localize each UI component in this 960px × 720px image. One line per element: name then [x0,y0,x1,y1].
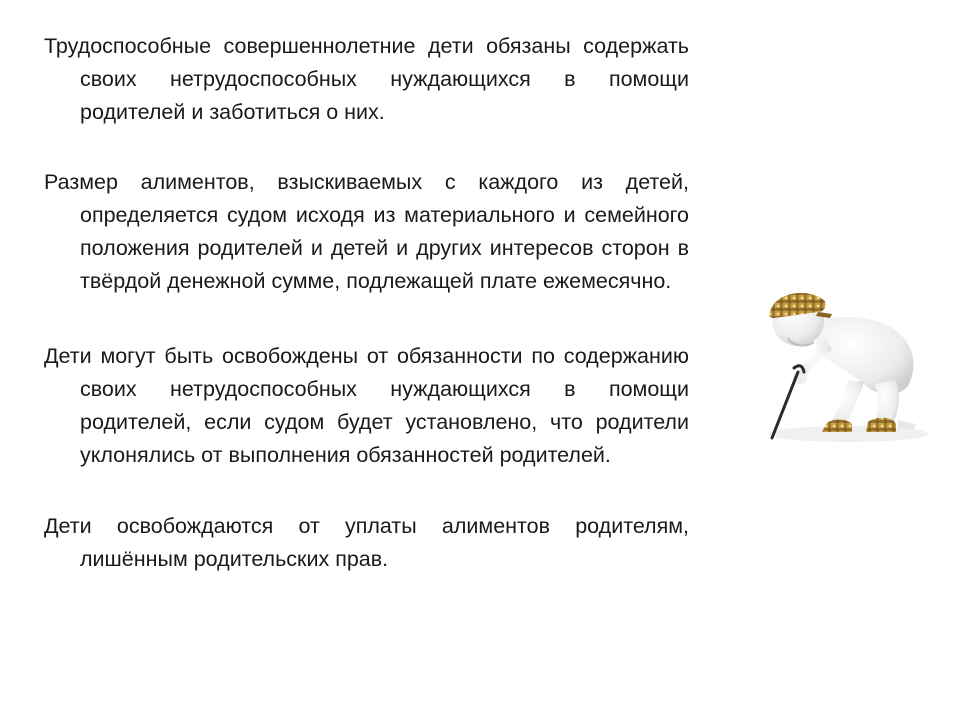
text-block [44,30,689,576]
elderly-figure-with-cane-icon [748,268,938,458]
paragraph-exemption-by-court: Дети могут быть освобождены от обязанности по содержанию своих нетрудоспособных нуждающихся в помощи родителей, если судом будет установлено, что родители уклонялись от выполнения обязанностей родителей. [44,344,689,467]
paragraph-deprived-parents: Дети освобождаются от уплаты алиментов родителям, лишённым родительских прав. [44,514,689,571]
paragraph-adult-children-duty: Трудоспособные совершеннолетние дети обязаны содержать своих нетрудоспособных нуждающихся в помощи родителей и заботиться о них. [44,34,689,124]
paragraph-alimony-amount: Размер алиментов, взыскиваемых с каждого из детей, определяется судом исходя из материального и семейного положения родителей и детей и других интересов сторон в твёрдой денежной сумме, подлежащей плате ежемесячно. [44,170,689,293]
